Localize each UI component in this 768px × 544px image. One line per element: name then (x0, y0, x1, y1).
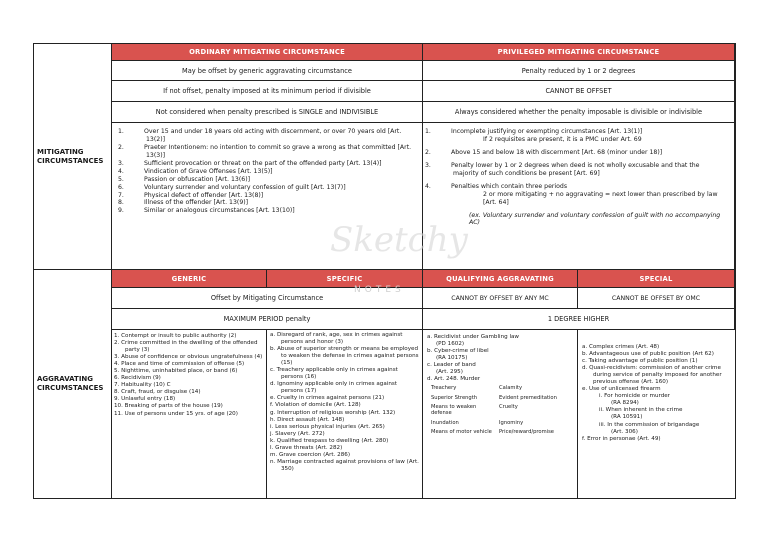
list-subtext: If 2 requisites are present, it is a PMC under Art. 69 (483, 135, 642, 143)
murder-qualifier: Cruelty (499, 404, 518, 411)
list-item (118, 175, 414, 184)
qualifying-item: (Art. 295) (436, 369, 463, 376)
list-item (118, 167, 414, 176)
list-item (118, 183, 414, 192)
murder-qualifier: Calamity (499, 385, 523, 392)
qualifying-item: (PD 1602) (436, 341, 465, 348)
list-subtext: 2 or more mitigating + no aggravating = next lower than prescribed by law [Art. 64] (483, 190, 718, 206)
list-item (425, 161, 726, 178)
specific-header: SPECIFIC (267, 270, 423, 288)
list-text: Above 15 and below 18 with discernment [Art. 68 (minor under 18)] (451, 148, 663, 156)
murder-qualifier: Ignominy (499, 419, 524, 426)
generic-item: 6. Recidivism (9) (114, 375, 161, 382)
privileged-row-1: Penalty reduced by 1 or 2 degrees (423, 61, 735, 81)
list-number: 7. (118, 191, 124, 199)
gen-spec-period: MAXIMUM PERIOD penalty (112, 309, 423, 330)
generic-header: GENERIC (112, 270, 267, 288)
list-number: 4. (425, 182, 431, 190)
list-text: Passion or obfuscation [Art. 13(6)] (144, 175, 251, 183)
list-number: 4. (118, 167, 124, 175)
aggravating-row-label: AGGRAVATING CIRCUMSTANCES (34, 270, 112, 499)
generic-list (112, 330, 267, 499)
specific-item: a. Disregard of rank, age, sex in crimes against persons and honor (3) (270, 332, 403, 346)
qualifying-item: c. Leader of band (427, 362, 476, 369)
specific-item: d. Ignominy applicable only in crimes against persons (17) (270, 381, 397, 395)
list-number: 3. (118, 159, 124, 167)
list-item (118, 143, 414, 160)
privileged-row-2: CANNOT BE OFFSET (423, 81, 735, 102)
privileged-mc-list (423, 123, 735, 270)
list-number: 2. (118, 143, 124, 151)
list-text: Incomplete justifying or exempting circumstances [Art. 13(1)] (451, 128, 643, 135)
list-item (118, 159, 414, 168)
generic-item: 3. Abuse of confidence or obvious ungratefulness (4) (114, 354, 263, 361)
watermark-logo: Sketchy (330, 220, 468, 260)
qualifying-header: QUALIFYING AGGRAVATING (423, 270, 578, 288)
gen-spec-offset: Offset by Mitigating Circumstance (112, 288, 423, 309)
special-offset: CANNOT BE OFFSET BY OMC (578, 288, 735, 309)
generic-item: 9. Unlawful entry (18) (114, 396, 176, 403)
specific-item: j. Slavery (Art. 272) (270, 430, 325, 437)
list-item (425, 148, 726, 157)
special-item: (Art. 306) (611, 428, 638, 435)
generic-item: 1. Contempt or insult to public authority (2) (114, 333, 237, 339)
generic-item: 8. Craft, fraud, or disguise (14) (114, 389, 201, 396)
list-item (425, 128, 726, 144)
generic-item: 11. Use of persons under 15 yrs. of age (20) (114, 410, 238, 417)
special-item: d. Quasi-recidivism: commission of another crime during service of penalty imposed for another previous offense (Art. 160) (582, 365, 722, 386)
list-number: 3. (425, 161, 431, 169)
generic-item: 4. Place and time of commission of offense (5) (114, 361, 245, 368)
list-text: Penalty lower by 1 or 2 degrees when deed is not wholly excusable and that the majority of such conditions be present [Art. 69] (451, 161, 700, 177)
privileged-note: (ex. Voluntary surrender and voluntary confession of guilt with no accompanying AC) (469, 211, 721, 227)
murder-qualifier: Means to weaken defense (431, 404, 477, 417)
special-item: e. Use of unlicensed firearm (582, 386, 661, 393)
list-number: 8. (118, 199, 124, 207)
list-number: 1. (425, 128, 431, 135)
generic-item: 5. Nighttime, uninhabited place, or band (6) (114, 368, 238, 375)
list-number: 5. (118, 175, 124, 183)
special-item: i. For homicide or murder (599, 393, 670, 400)
generic-item: 10. Breaking of parts of the house (19) (114, 403, 223, 410)
list-text: Over 15 and under 18 years old acting with discernment, or over 70 years old [Art. 13(2)] (144, 128, 402, 143)
list-text: Voluntary surrender and voluntary confession of guilt [Art. 13(7)] (144, 183, 346, 191)
list-text: Praeter Intentionem: no intention to commit so grave a wrong as that committed [Art. 13(3)] (144, 143, 412, 159)
specific-item: k. Qualified trespass to dwelling (Art. 280) (270, 437, 389, 444)
ordinary-row-2: If not offset, penalty imposed at its minimum period if divisible (112, 81, 423, 102)
special-item: ii. When inherent in the crime (599, 407, 683, 414)
murder-qualifier: Evident premeditation (499, 394, 557, 401)
specific-item: n. Marriage contracted against provisions of law (Art. 350) (270, 458, 419, 472)
murder-qualifier: Superior Strength (431, 394, 478, 401)
generic-item: 2. Crime committed in the dwelling of the offended party (3) (114, 340, 258, 354)
murder-qualifier: Means of motor vehicle (431, 429, 492, 436)
special-item: (RA 10591) (611, 414, 643, 421)
list-text: Vindication of Grave Offenses [Art. 13(5)] (144, 167, 273, 175)
list-text: Sufficient provocation or threat on the part of the offended party [Art. 13(4)] (144, 159, 382, 167)
ordinary-row-3: Not considered when penalty prescribed is SINGLE and INDIVISIBLE (112, 102, 423, 123)
special-item: b. Advantageous use of public position (Art 62) (582, 351, 714, 358)
special-item: (RA 8294) (611, 400, 639, 407)
list-item (425, 182, 726, 207)
list-text: Illness of the offender [Art. 13(9)] (144, 199, 249, 207)
murder-qualifier: Inundation (431, 419, 459, 426)
specific-item: g. Interruption of religious worship (Art. 132) (270, 409, 396, 416)
special-item: c. Taking advantage of public position (1) (582, 358, 698, 365)
ordinary-mc-header: ORDINARY MITIGATING CIRCUMSTANCE (112, 44, 423, 61)
special-header: SPECIAL (578, 270, 735, 288)
specific-item: h. Direct assault (Art. 148) (270, 416, 345, 423)
specific-item: c. Treachery applicable only in crimes against persons (16) (270, 367, 398, 381)
qualifying-item: b. Cyber-crime of libel (427, 348, 489, 355)
list-number: 9. (118, 207, 124, 215)
specific-item: i. Less serious physical injuries (Art. 265) (270, 423, 385, 430)
list-text: Penalties which contain three periods (451, 182, 568, 190)
mitigating-row-label: MITIGATING CIRCUMSTANCES (34, 44, 112, 270)
privileged-row-3: Always considered whether the penalty imposable is divisible or indivisible (423, 102, 735, 123)
list-item (118, 128, 414, 144)
specific-list (267, 330, 423, 499)
list-number: 6. (118, 183, 124, 191)
specific-item: l. Grave threats (Art. 282) (270, 444, 343, 451)
list-number: 1. (118, 128, 124, 135)
qualifying-item: (RA 10175) (436, 355, 468, 362)
special-item: iii. In the commission of brigandage (599, 421, 700, 428)
generic-item: 7. Habituality (10) C (114, 382, 171, 389)
specific-item: b. Abuse of superior strength or means be employed to weaken the defense in crimes against persons (15) (270, 346, 419, 367)
comparison-table (33, 43, 736, 499)
ordinary-mc-list (112, 123, 423, 270)
list-number: 2. (425, 148, 431, 156)
specific-item: f. Violation of domicile (Art. 128) (270, 402, 361, 409)
privileged-mc-header: PRIVILEGED MITIGATING CIRCUMSTANCE (423, 44, 735, 61)
list-item (118, 207, 414, 215)
list-text: Physical defect of offender [Art. 13(8)] (144, 191, 264, 199)
qualifying-item: d. Art. 248. Murder (427, 376, 481, 383)
specific-item: m. Grave coercion (Art. 286) (270, 451, 351, 458)
watermark-sub: NOTES (354, 285, 405, 295)
murder-qualifier: Price/reward/promise (499, 429, 554, 436)
special-item: f. Error in personae (Art. 49) (582, 435, 661, 442)
ordinary-row-1: May be offset by generic aggravating circumstance (112, 61, 423, 81)
list-item (118, 191, 414, 200)
qualifying-item: a. Recidivist under Gambling law (427, 334, 520, 340)
list-item (118, 199, 414, 207)
qualifying-list (423, 330, 578, 499)
list-text: Similar or analogous circumstances [Art. 13(10)] (144, 207, 295, 215)
murder-qualifiers-grid (427, 385, 574, 435)
murder-qualifier: Treachery (431, 385, 457, 392)
special-list (578, 330, 735, 499)
specific-item: e. Cruelty in crimes against persons (21) (270, 395, 385, 402)
special-item: a. Complex crimes (Art. 48) (582, 344, 660, 350)
qual-spec-period: 1 DEGREE HIGHER (423, 309, 735, 330)
qualifying-offset: CANNOT BY OFFSET BY ANY MC (423, 288, 578, 309)
